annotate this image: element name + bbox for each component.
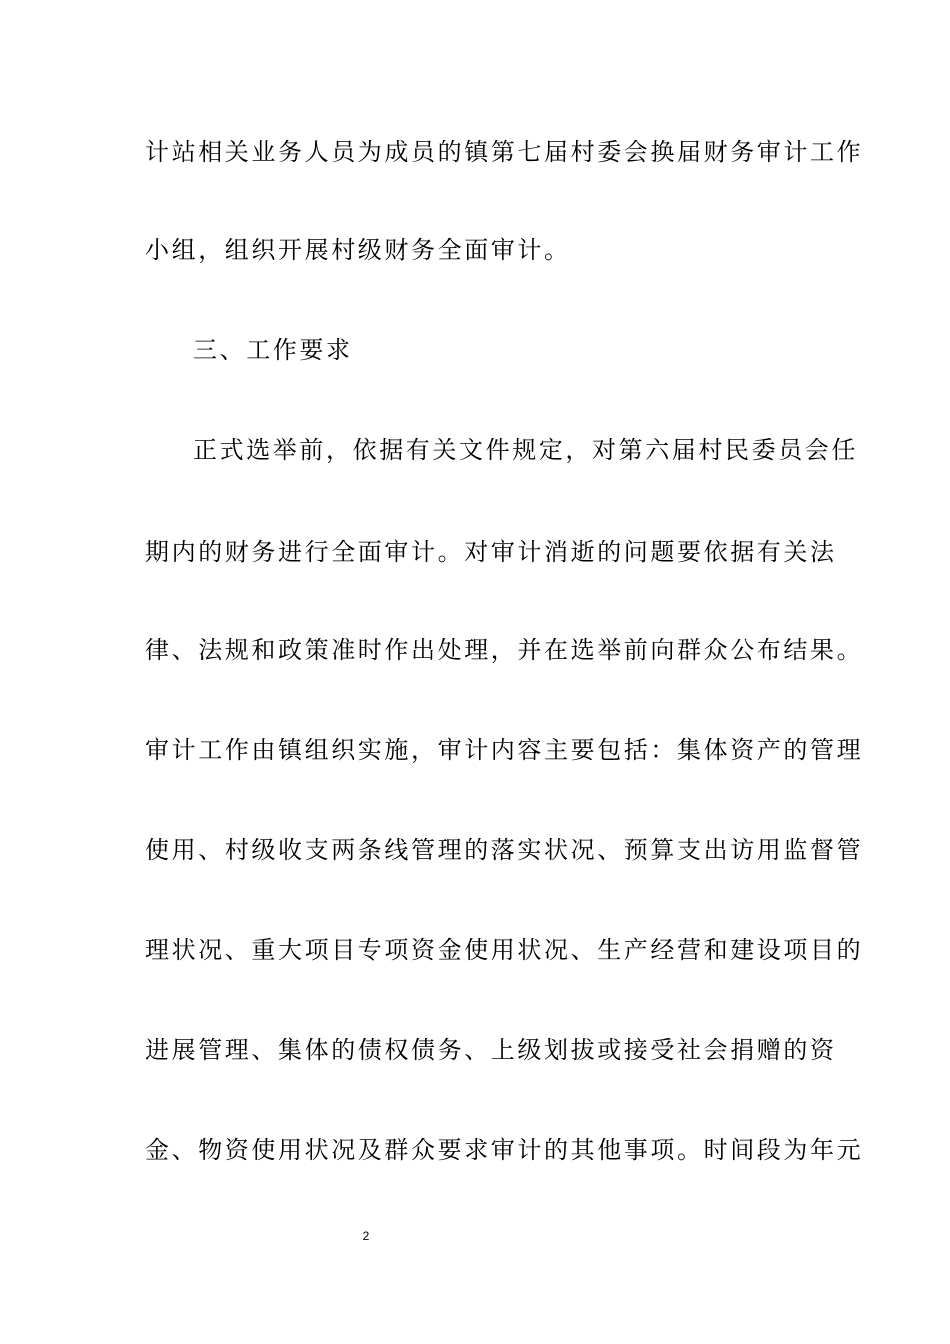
paragraph-line: 理状况、重大项目专项资金使用状况、生产经营和建设项目的	[145, 936, 864, 964]
paragraph-line: 进展管理、集体的债权债务、上级划拔或接受社会捐赠的资	[145, 1036, 837, 1064]
paragraph-line: 审计工作由镇组织实施，审计内容主要包括：集体资产的管理	[145, 736, 864, 764]
paragraph-line: 正式选举前，依据有关文件规定，对第六届村民委员会任	[193, 436, 858, 464]
page-number: 2	[362, 1229, 370, 1243]
paragraph-line: 使用、村级收支两条线管理的落实状况、预算支出访用监督管	[145, 836, 864, 864]
paragraph-line: 小组，组织开展村级财务全面审计。	[145, 236, 571, 264]
paragraph-line: 期内的财务进行全面审计。对审计消逝的问题要依据有关法	[145, 538, 837, 566]
paragraph-line: 计站相关业务人员为成员的镇第七届村委会换届财务审计工作	[145, 138, 864, 166]
section-heading: 三、工作要求	[193, 336, 353, 364]
paragraph-line: 律、法规和政策准时作出处理，并在选举前向群众公布结果。	[145, 636, 864, 664]
paragraph-line: 金、物资使用状况及群众要求审计的其他事项。时间段为年元	[145, 1136, 864, 1164]
